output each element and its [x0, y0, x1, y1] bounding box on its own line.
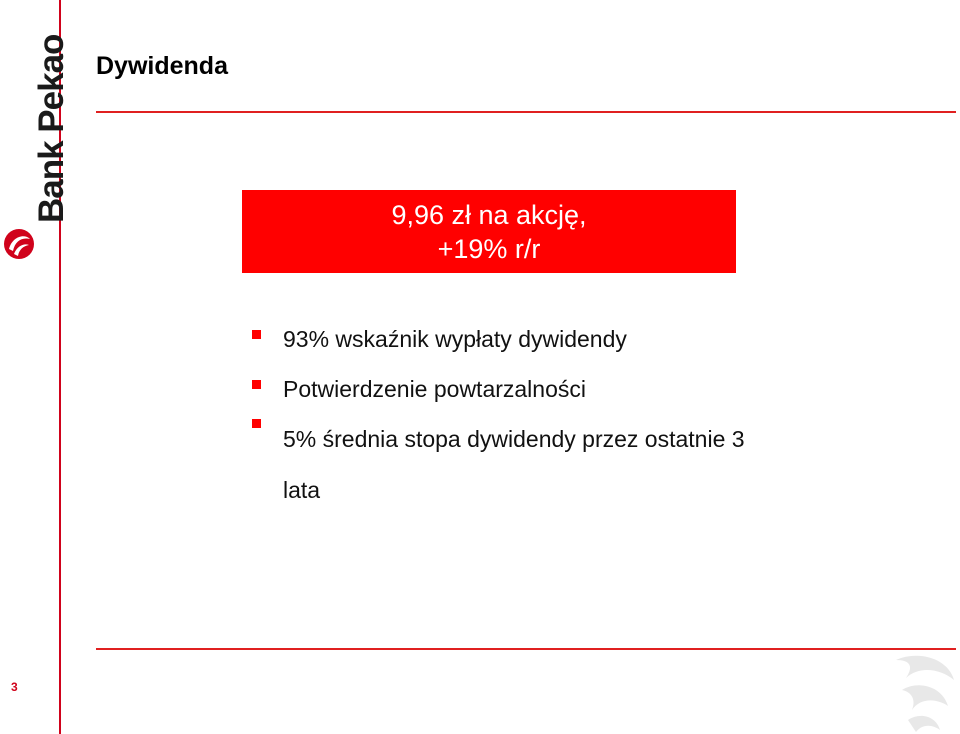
dividend-highlight-box: [242, 190, 736, 273]
highlight-line-2: +19% r/r: [437, 233, 541, 264]
watermark-logo-icon: [888, 650, 960, 734]
slide-title: Dywidenda: [96, 52, 228, 80]
title-divider: [96, 111, 956, 113]
bullet-item: 93% wskaźnik wypłaty dywidendy: [250, 325, 770, 354]
bullet-item: Potwierdzenie powtarzalności: [250, 375, 770, 404]
bullet-item: 5% średnia stopa dywidendy przez ostatnie 3 lata: [250, 414, 770, 516]
pekao-logo-icon: [2, 227, 36, 261]
logo-wordmark: Bank Pekao: [32, 34, 71, 223]
bullet-list: [250, 325, 770, 537]
page-number: 3: [11, 680, 18, 694]
highlight-line-1: 9,96 zł na akcję,: [391, 199, 587, 230]
footer-divider: [96, 648, 956, 650]
bank-logo: [0, 34, 71, 230]
